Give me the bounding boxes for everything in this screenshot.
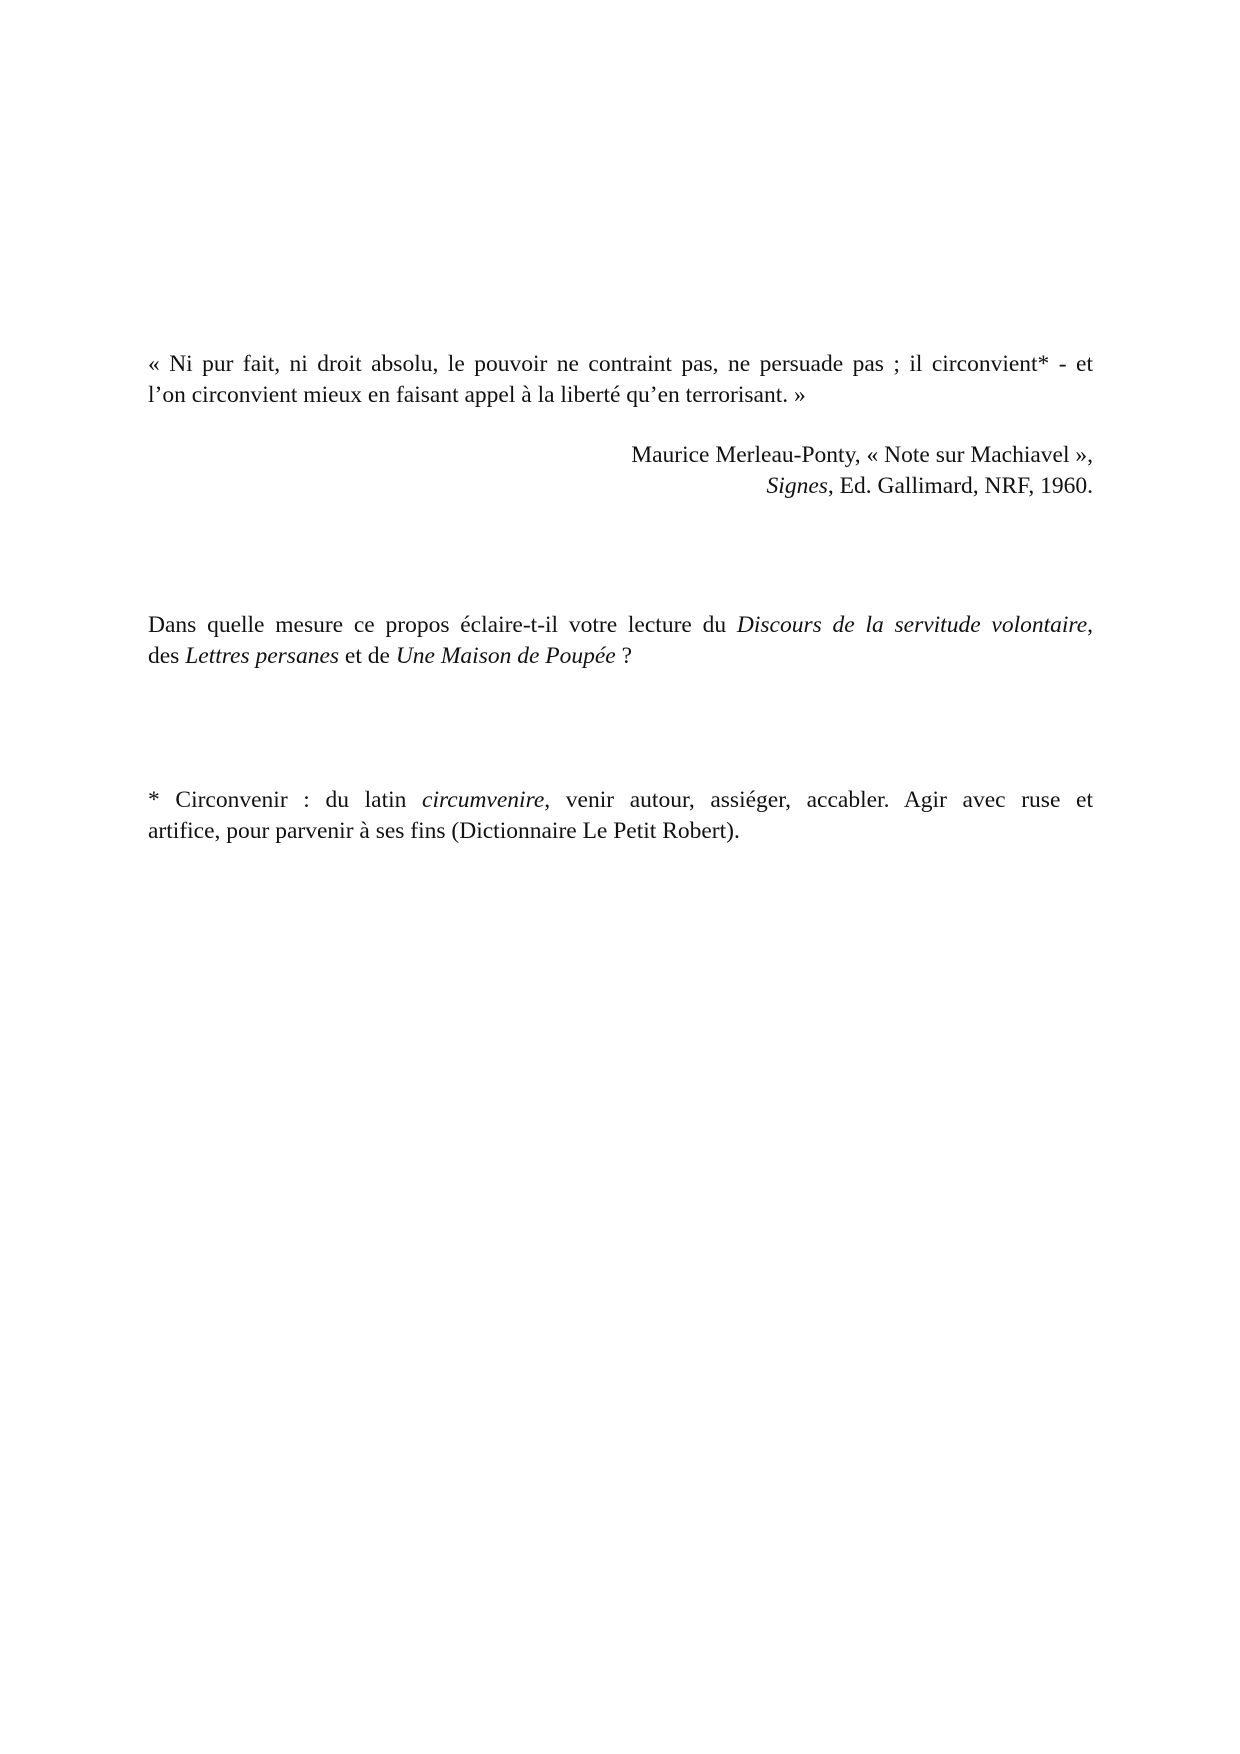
quote-line-2: l’on circonvient mieux en faisant appel à la liberté qu’en terrorisant. »: [148, 382, 806, 408]
epigraph-quote: [148, 349, 1093, 411]
footnote-line-2: artifice, pour parvenir à ses fins (Dictionnaire Le Petit Robert).: [148, 818, 740, 844]
footnote-line-1: [148, 785, 1093, 816]
footnote: [148, 785, 1093, 847]
question-line-2: [148, 641, 1093, 672]
footnote-text-1: * Circonvenir : du latin: [148, 787, 423, 813]
question-text-1: Dans quelle mesure ce propos éclaire-t-il votre lecture du: [148, 612, 737, 638]
question-text-3: des: [148, 643, 186, 669]
citation-author: Maurice Merleau-Ponty, « Note sur Machiavel »,: [631, 442, 1093, 468]
quote-line-1: « Ni pur fait, ni droit absolu, le pouvoir ne contraint pas, ne persuade pas ; il circonvient* - et: [148, 351, 1093, 377]
question-text-4: et de: [339, 643, 396, 669]
citation-work-details: , Ed. Gallimard, NRF, 1960.: [827, 473, 1093, 499]
citation-source: [148, 471, 1093, 502]
question-title-discours: Discours de la servitude volontaire: [736, 612, 1088, 638]
question-text-2: ,: [1087, 612, 1094, 638]
quote-citation: [148, 440, 1093, 502]
footnote-text-2: , venir autour, assiéger, accabler. Agir avec ruse et: [544, 787, 1093, 813]
essay-question: [148, 610, 1093, 672]
question-text-5: ?: [615, 643, 633, 669]
footnote-latin-term: circumvenire: [422, 787, 545, 813]
citation-work-title: Signes: [766, 473, 828, 499]
question-title-maison: Une Maison de Poupée: [395, 643, 616, 669]
question-line-1: [148, 610, 1093, 641]
question-title-lettres: Lettres persanes: [185, 643, 340, 669]
